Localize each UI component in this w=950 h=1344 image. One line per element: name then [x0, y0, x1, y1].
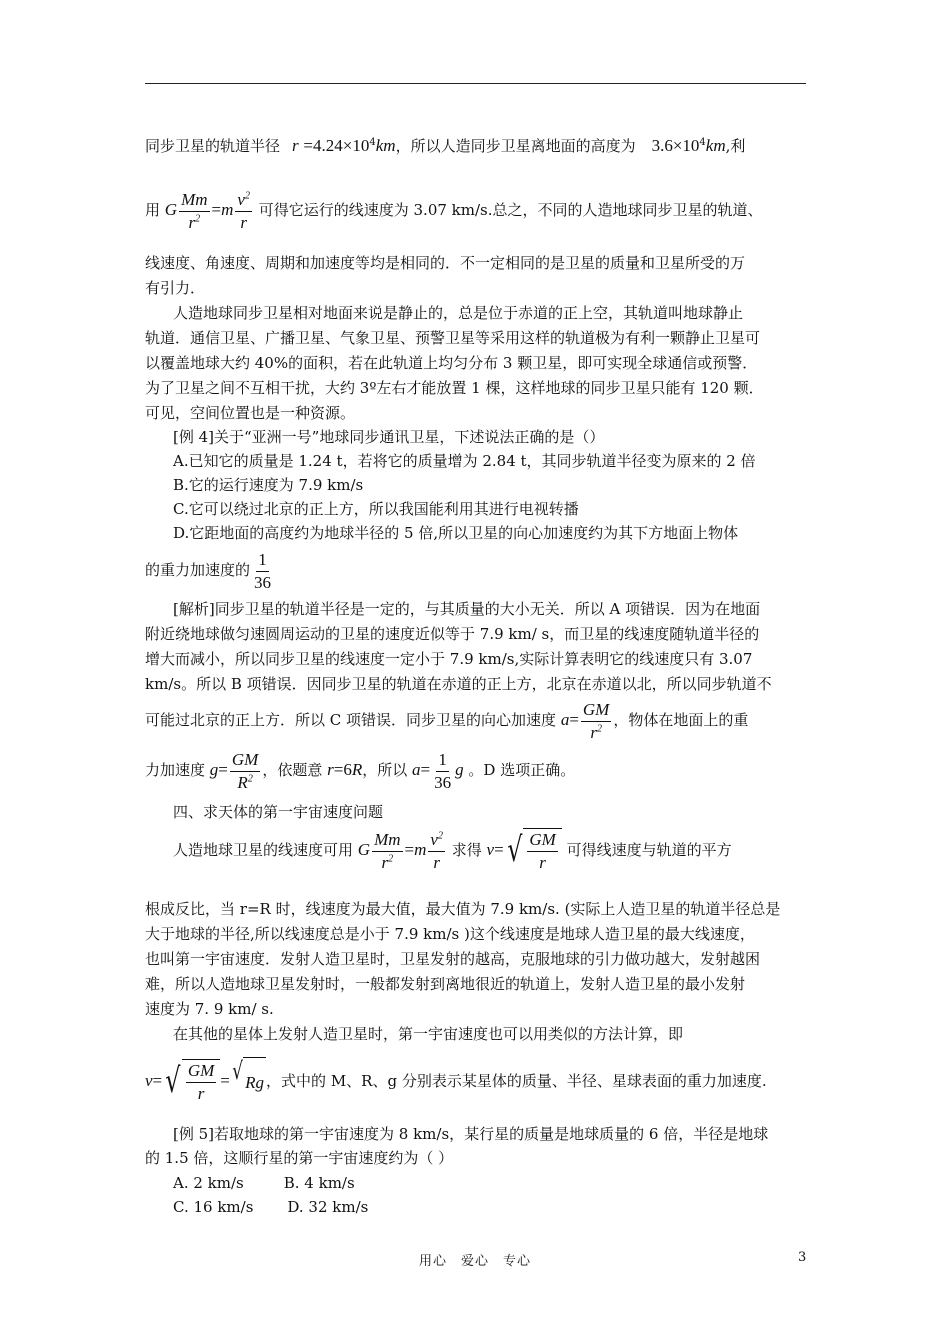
math-var: v: [145, 1071, 153, 1090]
math-fraction: [372, 829, 402, 874]
frac-numerator: GM: [527, 829, 557, 852]
option-b: B. 4 km/s: [283, 1174, 355, 1192]
paragraph-line: 人造地球同步卫星相对地面来说是静止的，总是位于赤道的正上空，其轨道叫地球静止: [173, 304, 744, 322]
options-row: [173, 1172, 806, 1194]
frac-numerator: GM: [230, 749, 260, 772]
text-span: ，所以: [362, 761, 408, 779]
math-op: =: [569, 710, 579, 729]
paragraph-line: [145, 1056, 806, 1108]
math-value: 6: [343, 760, 352, 779]
paragraph-line: 线速度、角速度、周期和加速度等均是相同的．不一定相同的是卫星的质量和卫星所受的万: [145, 254, 746, 272]
option-d: D. 32 km/s: [287, 1198, 369, 1216]
math-op: =: [220, 1071, 230, 1090]
math-fraction: [252, 549, 273, 594]
text-span: 可得它运行的线速度为 3.07 km/s.总之，不同的人造地球同步卫星的轨道、: [258, 201, 763, 219]
frac-denominator: r: [197, 1084, 205, 1103]
options-row: [173, 1196, 806, 1218]
frac-numerator: $v^2$: [428, 829, 445, 852]
paragraph-line: 可见，空间位置也是一种资源。: [145, 404, 356, 422]
paragraph-line: 有引力．: [145, 279, 206, 297]
math-var: a: [560, 710, 570, 729]
math-fraction: [235, 189, 252, 234]
math-op: =: [420, 760, 431, 779]
math-var: a: [412, 760, 421, 779]
math-var: v: [486, 840, 495, 859]
frac-numerator: $v^2$: [235, 189, 252, 212]
paragraph-line: 速度为 7. 9 km/ s.: [145, 1000, 274, 1018]
math-var: g: [209, 760, 219, 779]
text-span: ,利: [725, 137, 746, 155]
math-fraction: [581, 699, 611, 744]
math-unit: km: [705, 136, 726, 155]
math-var: g: [455, 760, 464, 779]
math-fraction: [230, 749, 260, 794]
math-value: 3.6×10: [651, 136, 700, 155]
example-question: [例 4]关于“亚洲一号”地球同步通讯卫星，下述说法正确的是（）: [173, 428, 605, 446]
frac-denominator: r: [539, 853, 546, 872]
example-question: 的 1.5 倍，这顺行星的第一宇宙速度约为（ ）: [145, 1149, 454, 1167]
text-span: 人造地球卫星的线速度可用: [173, 841, 354, 859]
math-exp: 4: [369, 137, 376, 148]
page-number: 3: [798, 1250, 807, 1265]
frac-denominator: r: [240, 212, 247, 232]
paragraph-line: 大于地球的半径,所以线速度总是小于 7.9 km/s )这个线速度是地球人造卫星的最大线速度，: [145, 925, 755, 943]
frac-numerator: GM: [186, 1060, 216, 1083]
frac-denominator: 36: [254, 572, 272, 592]
solution-line: [解析]同步卫星的轨道半径是一定的，与其质量的大小无关．所以 A 项错误．因为在地面: [173, 600, 761, 618]
math-fraction: [432, 749, 453, 794]
math-op: =: [218, 760, 228, 779]
frac-denominator: $r^2$: [188, 212, 201, 232]
section-heading: 四、求天体的第一宇宙速度问题: [173, 803, 384, 821]
text-span: 用: [145, 201, 161, 219]
math-sqrt: √ Rg: [230, 1057, 266, 1108]
text-span: 求得: [451, 841, 482, 859]
text-span: 可能过北京的正上方．所以 C 项错误．同步卫星的向心加速度: [145, 711, 557, 729]
solution-line: [145, 748, 806, 794]
option-a: A. 2 km/s: [173, 1174, 244, 1192]
text-span: 可得线速度与轨道的平方: [566, 841, 732, 859]
text-span: ，式中的 M、R、g 分别表示某星体的质量、半径、星球表面的重力加速度.: [266, 1072, 767, 1090]
option-a: A.已知它的质量是 1.24 t，若将它的质量增为 2.84 t，其同步轨道半径变为原来的 2 倍: [173, 452, 756, 470]
frac-numerator: Mm: [372, 829, 402, 852]
paragraph-line: 也叫第一宇宙速度．发射人造卫星时，卫星发射的越高，克服地球的引力做功越大，发射越困: [145, 950, 761, 968]
math-op: =: [303, 136, 314, 155]
text-span: 。D 选项正确。: [468, 761, 576, 779]
frac-denominator: $r^2$: [590, 722, 602, 742]
math-var: r: [292, 136, 299, 155]
math-var: G: [164, 200, 178, 219]
solution-line: km/s。所以 B 项错误．因同步卫星的轨道在赤道的正上方，北京在赤道以北，所以同步轨道不: [145, 675, 772, 693]
solution-line: 附近绕地球做匀速圆周运动的卫星的速度近似等于 7.9 km/ s，而卫星的线速度随轨道半径的: [145, 625, 760, 643]
paragraph-line: [145, 188, 806, 234]
option-d: D.它距地面的高度约为地球半径的 5 倍,所以卫星的向心加速度约为其下方地面上物体: [173, 524, 739, 542]
paragraph-line: 难，所以人造地球卫星发射时，一般都发射到离地很近的轨道上，发射人造卫星的最小发射: [145, 975, 746, 993]
math-sqrt: √ $\frac{GM}{r}$: [504, 828, 562, 874]
math-op: =: [333, 760, 344, 779]
text-span: ，所以人造同步卫星离地面的高度为: [395, 137, 636, 155]
option-c: C.它可以绕过北京的正上方，所以我国能利用其进行电视转播: [173, 500, 579, 518]
math-var: R: [351, 760, 363, 779]
frac-denominator: $r^2$: [381, 852, 394, 872]
math-var: G: [357, 840, 371, 859]
frac-denominator: r: [433, 852, 440, 872]
paragraph-line: 轨道．通信卫星、广播卫星、气象卫星、预警卫星等采用这样的轨道极为有利一颗静止卫星可: [145, 329, 761, 347]
math-exp: 4: [699, 137, 706, 148]
frac-denominator: 36: [434, 772, 452, 792]
option-b: B.它的运行速度为 7.9 km/s: [173, 476, 364, 494]
text-span: 的重力加速度的: [145, 561, 251, 579]
frac-denominator: $R^2$: [237, 772, 253, 792]
header-rule: [145, 83, 806, 84]
solution-line: [145, 698, 806, 744]
frac-numerator: GM: [581, 699, 611, 722]
math-unit: km: [375, 136, 396, 155]
math-var: m: [221, 200, 234, 219]
page-footer: 用心 爱心 专心: [418, 1254, 531, 1269]
paragraph-line: 为了卫星之间不互相干扰，大约 3º左右才能放置 1 棵，这样地球的同步卫星只能有 120 颗．: [145, 379, 764, 397]
math-var: m: [414, 840, 427, 859]
math-op: =: [152, 1071, 163, 1090]
frac-numerator: Mm: [179, 189, 209, 212]
frac-numerator: 1: [256, 549, 269, 572]
paragraph-line: [145, 548, 806, 594]
paragraph-line: 根成反比，当 r=R 时，线速度为最大值，最大值为 7.9 km/s. (实际上人造卫星的轨道半径总是: [145, 900, 781, 918]
paragraph-line: 以覆盖地球大约 40%的面积，若在此轨道上均匀分布 3 颗卫星，即可实现全球通信或预警．: [145, 354, 758, 372]
solution-line: 增大而减小，所以同步卫星的线速度一定小于 7.9 km/s,实际计算表明它的线速度只有 3.07: [145, 650, 753, 668]
math-fraction: [428, 829, 445, 874]
text-span: ，依题意: [262, 761, 323, 779]
math-op: =: [494, 840, 504, 859]
paragraph-line: [173, 828, 806, 874]
paragraph-line: 在其他的星体上发射人造卫星时，第一宇宙速度也可以用类似的方法计算，即: [173, 1025, 684, 1043]
math-op: =: [211, 200, 222, 219]
paragraph-line: [145, 135, 806, 157]
example-question: [例 5]若取地球的第一宇宙速度为 8 km/s，某行星的质量是地球质量的 6 倍，半径是地球: [173, 1125, 769, 1143]
text-span: 力加速度: [145, 761, 206, 779]
frac-numerator: 1: [436, 749, 449, 772]
math-value: 4.24×10: [313, 136, 370, 155]
math-var: r: [327, 760, 334, 779]
math-sqrt: √ $\frac{GM}{r}$: [162, 1059, 220, 1105]
math-op: =: [404, 840, 415, 859]
math-fraction: [179, 189, 209, 234]
text-span: 同步卫星的轨道半径: [145, 137, 281, 155]
option-c: C. 16 km/s: [173, 1198, 254, 1216]
text-span: ，物体在地面上的重: [613, 711, 749, 729]
